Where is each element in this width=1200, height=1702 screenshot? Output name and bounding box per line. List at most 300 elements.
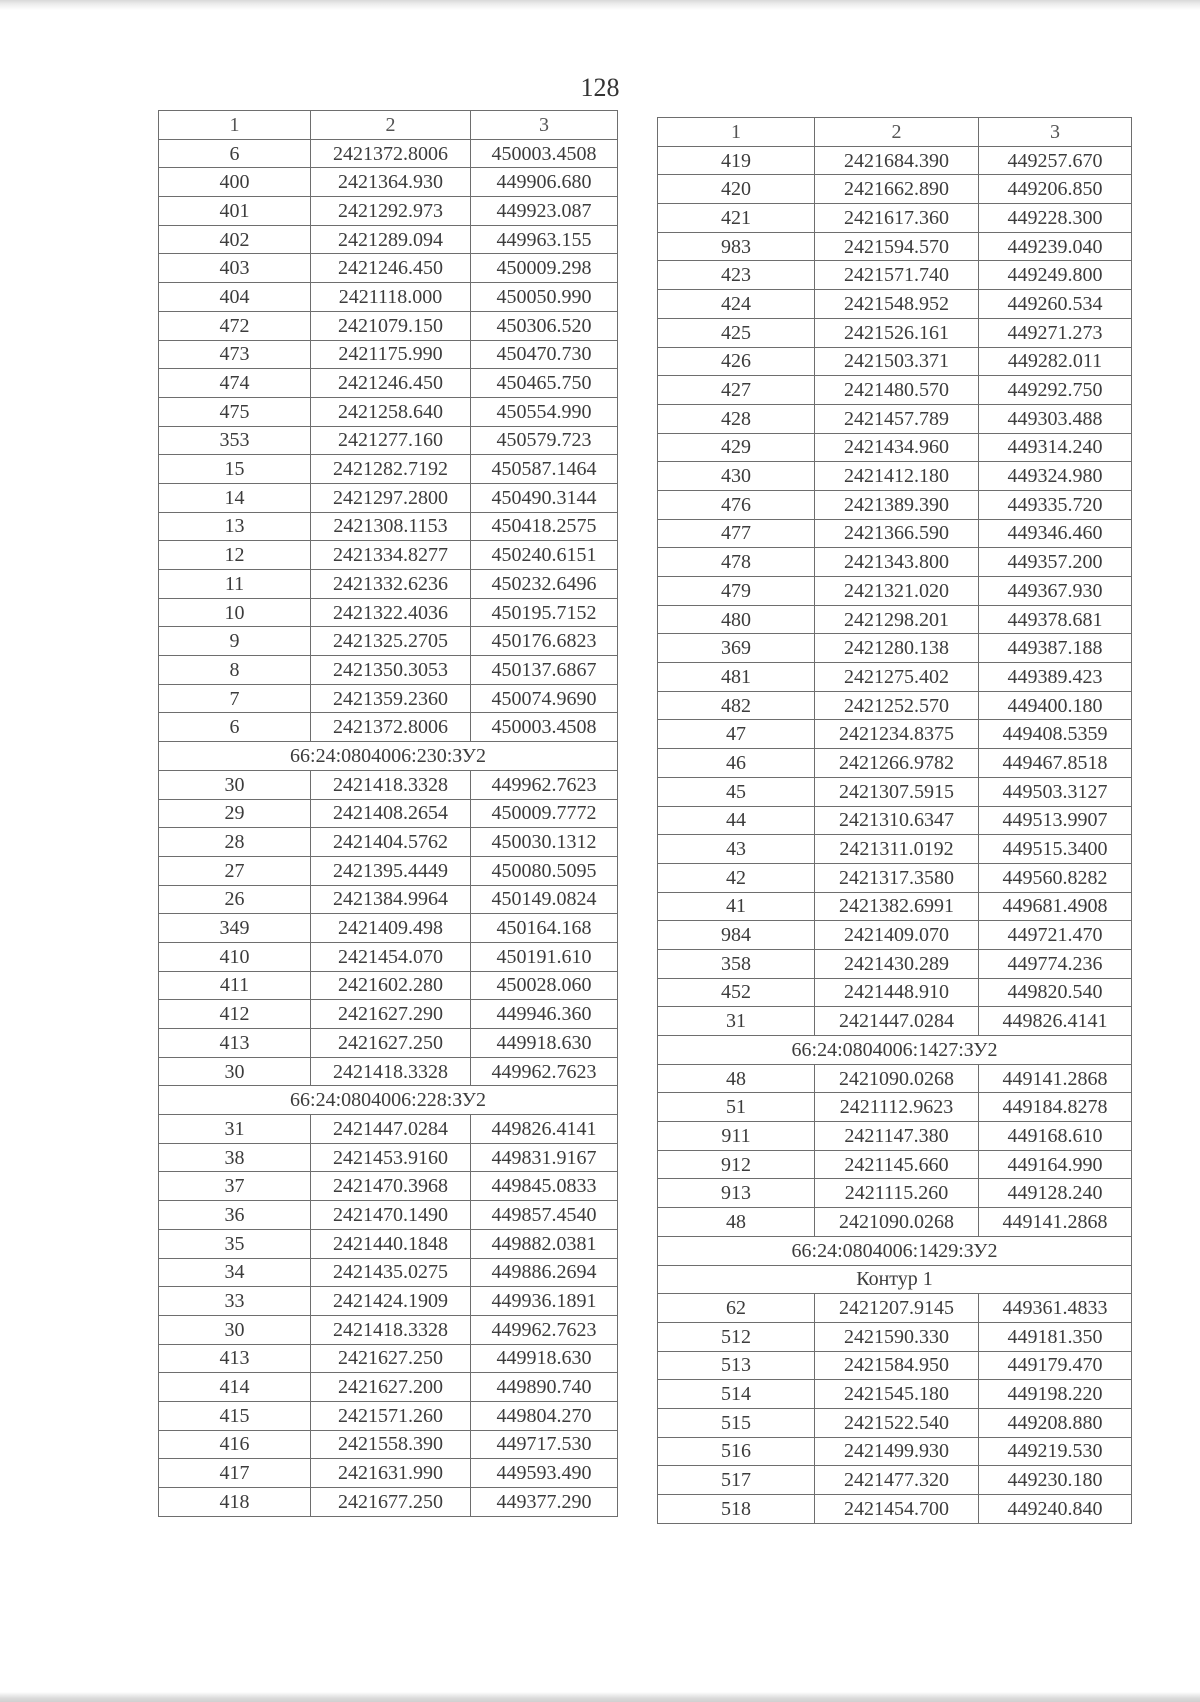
- x-coordinate-cell: 2421409.070: [815, 921, 979, 950]
- table-row: [159, 340, 618, 369]
- point-number-cell: 475: [159, 397, 311, 426]
- table-row: [658, 519, 1132, 548]
- point-number-cell: 413: [159, 1029, 311, 1058]
- table-header-row: [658, 118, 1132, 147]
- point-number-cell: 517: [658, 1466, 815, 1495]
- x-coordinate-cell: 2421409.498: [311, 914, 471, 943]
- x-coordinate-cell: 2421594.570: [815, 232, 979, 261]
- point-number-cell: 477: [658, 519, 815, 548]
- x-coordinate-cell: 2421321.020: [815, 577, 979, 606]
- point-number-cell: 482: [658, 691, 815, 720]
- column-header: 3: [471, 111, 618, 140]
- y-coordinate-cell: 449164.990: [979, 1150, 1132, 1179]
- x-coordinate-cell: 2421499.930: [815, 1437, 979, 1466]
- x-coordinate-cell: 2421280.138: [815, 634, 979, 663]
- point-number-cell: 400: [159, 168, 311, 197]
- x-coordinate-cell: 2421440.1848: [311, 1229, 471, 1258]
- point-number-cell: 34: [159, 1258, 311, 1287]
- x-coordinate-cell: 2421118.000: [311, 283, 471, 312]
- point-number-cell: 349: [159, 914, 311, 943]
- x-coordinate-cell: 2421298.201: [815, 605, 979, 634]
- section-title: 66:24:0804006:1429:ЗУ2: [658, 1236, 1132, 1265]
- y-coordinate-cell: 449128.240: [979, 1179, 1132, 1208]
- table-row: [658, 490, 1132, 519]
- section-row: [658, 1236, 1132, 1265]
- point-number-cell: 911: [658, 1122, 815, 1151]
- y-coordinate-cell: 450191.610: [471, 942, 618, 971]
- table-row: [159, 598, 618, 627]
- x-coordinate-cell: 2421418.3328: [311, 770, 471, 799]
- table-row: [658, 605, 1132, 634]
- x-coordinate-cell: 2421522.540: [815, 1408, 979, 1437]
- table-row: [658, 548, 1132, 577]
- y-coordinate-cell: 449593.490: [471, 1459, 618, 1488]
- y-coordinate-cell: 449513.9907: [979, 806, 1132, 835]
- table-row: [159, 168, 618, 197]
- x-coordinate-cell: 2421382.6991: [815, 892, 979, 921]
- table-row: [658, 232, 1132, 261]
- y-coordinate-cell: 450587.1464: [471, 455, 618, 484]
- table-row: [159, 856, 618, 885]
- table-row: [159, 1459, 618, 1488]
- point-number-cell: 27: [159, 856, 311, 885]
- x-coordinate-cell: 2421447.0284: [311, 1115, 471, 1144]
- point-number-cell: 6: [159, 139, 311, 168]
- section-title: 66:24:0804006:228:ЗУ2: [159, 1086, 618, 1115]
- section-row: [159, 742, 618, 771]
- x-coordinate-cell: 2421234.8375: [815, 720, 979, 749]
- y-coordinate-cell: 450003.4508: [471, 713, 618, 742]
- x-coordinate-cell: 2421457.789: [815, 404, 979, 433]
- y-coordinate-cell: 449831.9167: [471, 1143, 618, 1172]
- y-coordinate-cell: 449963.155: [471, 225, 618, 254]
- y-coordinate-cell: 449377.290: [471, 1488, 618, 1517]
- table-row: [159, 541, 618, 570]
- table-row: [159, 627, 618, 656]
- y-coordinate-cell: 450030.1312: [471, 828, 618, 857]
- point-number-cell: 28: [159, 828, 311, 857]
- table-row: [658, 376, 1132, 405]
- y-coordinate-cell: 449408.5359: [979, 720, 1132, 749]
- table-row: [159, 656, 618, 685]
- table-row: [658, 863, 1132, 892]
- point-number-cell: 8: [159, 656, 311, 685]
- y-coordinate-cell: 449219.530: [979, 1437, 1132, 1466]
- table-row: [658, 433, 1132, 462]
- point-number-cell: 421: [658, 204, 815, 233]
- x-coordinate-cell: 2421477.320: [815, 1466, 979, 1495]
- point-number-cell: 44: [658, 806, 815, 835]
- x-coordinate-cell: 2421317.3580: [815, 863, 979, 892]
- x-coordinate-cell: 2421364.930: [311, 168, 471, 197]
- x-coordinate-cell: 2421359.2360: [311, 684, 471, 713]
- x-coordinate-cell: 2421503.371: [815, 347, 979, 376]
- x-coordinate-cell: 2421325.2705: [311, 627, 471, 656]
- y-coordinate-cell: 449560.8282: [979, 863, 1132, 892]
- y-coordinate-cell: 449962.7623: [471, 1315, 618, 1344]
- column-header: 3: [979, 118, 1132, 147]
- x-coordinate-cell: 2421662.890: [815, 175, 979, 204]
- x-coordinate-cell: 2421277.160: [311, 426, 471, 455]
- y-coordinate-cell: 449367.930: [979, 577, 1132, 606]
- point-number-cell: 424: [658, 290, 815, 319]
- x-coordinate-cell: 2421412.180: [815, 462, 979, 491]
- point-number-cell: 51: [658, 1093, 815, 1122]
- y-coordinate-cell: 449721.470: [979, 921, 1132, 950]
- y-coordinate-cell: 450240.6151: [471, 541, 618, 570]
- y-coordinate-cell: 450490.3144: [471, 483, 618, 512]
- coordinates-table-left: [158, 110, 618, 1517]
- y-coordinate-cell: 449845.0833: [471, 1172, 618, 1201]
- point-number-cell: 37: [159, 1172, 311, 1201]
- table-row: [658, 806, 1132, 835]
- point-number-cell: 516: [658, 1437, 815, 1466]
- point-number-cell: 38: [159, 1143, 311, 1172]
- point-number-cell: 15: [159, 455, 311, 484]
- x-coordinate-cell: 2421453.9160: [311, 1143, 471, 1172]
- column-header: 1: [159, 111, 311, 140]
- x-coordinate-cell: 2421334.8277: [311, 541, 471, 570]
- x-coordinate-cell: 2421252.570: [815, 691, 979, 720]
- point-number-cell: 31: [658, 1007, 815, 1036]
- point-number-cell: 479: [658, 577, 815, 606]
- point-number-cell: 512: [658, 1322, 815, 1351]
- x-coordinate-cell: 2421372.8006: [311, 139, 471, 168]
- point-number-cell: 12: [159, 541, 311, 570]
- x-coordinate-cell: 2421275.402: [815, 663, 979, 692]
- x-coordinate-cell: 2421545.180: [815, 1380, 979, 1409]
- point-number-cell: 403: [159, 254, 311, 283]
- point-number-cell: 33: [159, 1287, 311, 1316]
- x-coordinate-cell: 2421175.990: [311, 340, 471, 369]
- y-coordinate-cell: 450164.168: [471, 914, 618, 943]
- table-row: [658, 892, 1132, 921]
- point-number-cell: 401: [159, 197, 311, 226]
- point-number-cell: 426: [658, 347, 815, 376]
- x-coordinate-cell: 2421350.3053: [311, 656, 471, 685]
- point-number-cell: 48: [658, 1208, 815, 1237]
- table-row: [159, 885, 618, 914]
- section-title: Контур 1: [658, 1265, 1132, 1294]
- x-coordinate-cell: 2421090.0268: [815, 1064, 979, 1093]
- x-coordinate-cell: 2421266.9782: [815, 749, 979, 778]
- x-coordinate-cell: 2421090.0268: [815, 1208, 979, 1237]
- y-coordinate-cell: 449257.670: [979, 146, 1132, 175]
- table-row: [658, 577, 1132, 606]
- point-number-cell: 9: [159, 627, 311, 656]
- table-row: [159, 483, 618, 512]
- scan-edge-bottom: [0, 1692, 1200, 1702]
- y-coordinate-cell: 450149.0824: [471, 885, 618, 914]
- x-coordinate-cell: 2421079.150: [311, 311, 471, 340]
- y-coordinate-cell: 450080.5095: [471, 856, 618, 885]
- y-coordinate-cell: 449387.188: [979, 634, 1132, 663]
- y-coordinate-cell: 449400.180: [979, 691, 1132, 720]
- point-number-cell: 358: [658, 949, 815, 978]
- table-row: [159, 139, 618, 168]
- y-coordinate-cell: 449271.273: [979, 318, 1132, 347]
- x-coordinate-cell: 2421470.1490: [311, 1201, 471, 1230]
- table-row: [658, 1437, 1132, 1466]
- x-coordinate-cell: 2421526.161: [815, 318, 979, 347]
- point-number-cell: 26: [159, 885, 311, 914]
- y-coordinate-cell: 449717.530: [471, 1430, 618, 1459]
- x-coordinate-cell: 2421470.3968: [311, 1172, 471, 1201]
- x-coordinate-cell: 2421677.250: [311, 1488, 471, 1517]
- y-coordinate-cell: 449962.7623: [471, 770, 618, 799]
- point-number-cell: 31: [159, 1115, 311, 1144]
- table-row: [658, 1408, 1132, 1437]
- point-number-cell: 515: [658, 1408, 815, 1437]
- y-coordinate-cell: 449260.534: [979, 290, 1132, 319]
- point-number-cell: 47: [658, 720, 815, 749]
- table-row: [658, 978, 1132, 1007]
- point-number-cell: 419: [658, 146, 815, 175]
- table-row: [159, 1029, 618, 1058]
- table-row: [159, 1373, 618, 1402]
- x-coordinate-cell: 2421308.1153: [311, 512, 471, 541]
- point-number-cell: 425: [658, 318, 815, 347]
- table-row: [159, 770, 618, 799]
- table-row: [159, 1115, 618, 1144]
- table-row: [658, 1179, 1132, 1208]
- point-number-cell: 478: [658, 548, 815, 577]
- x-coordinate-cell: 2421448.910: [815, 978, 979, 1007]
- table-row: [658, 175, 1132, 204]
- x-coordinate-cell: 2421571.740: [815, 261, 979, 290]
- column-header: 2: [815, 118, 979, 147]
- section-title: 66:24:0804006:230:ЗУ2: [159, 742, 618, 771]
- y-coordinate-cell: 449378.681: [979, 605, 1132, 634]
- y-coordinate-cell: 450579.723: [471, 426, 618, 455]
- point-number-cell: 912: [658, 1150, 815, 1179]
- x-coordinate-cell: 2421332.6236: [311, 570, 471, 599]
- x-coordinate-cell: 2421602.280: [311, 971, 471, 1000]
- x-coordinate-cell: 2421558.390: [311, 1430, 471, 1459]
- x-coordinate-cell: 2421311.0192: [815, 835, 979, 864]
- y-coordinate-cell: 450009.7772: [471, 799, 618, 828]
- table-header-row: [159, 111, 618, 140]
- point-number-cell: 514: [658, 1380, 815, 1409]
- point-number-cell: 43: [658, 835, 815, 864]
- point-number-cell: 480: [658, 605, 815, 634]
- y-coordinate-cell: 449179.470: [979, 1351, 1132, 1380]
- point-number-cell: 410: [159, 942, 311, 971]
- x-coordinate-cell: 2421366.590: [815, 519, 979, 548]
- x-coordinate-cell: 2421434.960: [815, 433, 979, 462]
- y-coordinate-cell: 449882.0381: [471, 1229, 618, 1258]
- y-coordinate-cell: 450176.6823: [471, 627, 618, 656]
- point-number-cell: 415: [159, 1401, 311, 1430]
- table-row: [658, 204, 1132, 233]
- y-coordinate-cell: 449324.980: [979, 462, 1132, 491]
- x-coordinate-cell: 2421258.640: [311, 397, 471, 426]
- x-coordinate-cell: 2421454.070: [311, 942, 471, 971]
- y-coordinate-cell: 449314.240: [979, 433, 1132, 462]
- point-number-cell: 429: [658, 433, 815, 462]
- y-coordinate-cell: 449681.4908: [979, 892, 1132, 921]
- y-coordinate-cell: 449857.4540: [471, 1201, 618, 1230]
- point-number-cell: 913: [658, 1179, 815, 1208]
- x-coordinate-cell: 2421207.9145: [815, 1294, 979, 1323]
- y-coordinate-cell: 449923.087: [471, 197, 618, 226]
- y-coordinate-cell: 449249.800: [979, 261, 1132, 290]
- coordinates-table-right: [657, 117, 1132, 1524]
- point-number-cell: 413: [159, 1344, 311, 1373]
- table-row: [658, 663, 1132, 692]
- y-coordinate-cell: 449292.750: [979, 376, 1132, 405]
- y-coordinate-cell: 449946.360: [471, 1000, 618, 1029]
- point-number-cell: 428: [658, 404, 815, 433]
- x-coordinate-cell: 2421430.289: [815, 949, 979, 978]
- table-row: [159, 1430, 618, 1459]
- y-coordinate-cell: 449303.488: [979, 404, 1132, 433]
- y-coordinate-cell: 449141.2868: [979, 1064, 1132, 1093]
- x-coordinate-cell: 2421590.330: [815, 1322, 979, 1351]
- section-row: [658, 1036, 1132, 1065]
- y-coordinate-cell: 450137.6867: [471, 656, 618, 685]
- y-coordinate-cell: 449918.630: [471, 1029, 618, 1058]
- point-number-cell: 411: [159, 971, 311, 1000]
- table-row: [159, 799, 618, 828]
- y-coordinate-cell: 450003.4508: [471, 139, 618, 168]
- table-row: [658, 921, 1132, 950]
- point-number-cell: 13: [159, 512, 311, 541]
- table-row: [159, 1315, 618, 1344]
- table-row: [658, 835, 1132, 864]
- table-row: [658, 1208, 1132, 1237]
- x-coordinate-cell: 2421384.9964: [311, 885, 471, 914]
- point-number-cell: 418: [159, 1488, 311, 1517]
- table-row: [159, 942, 618, 971]
- table-row: [658, 261, 1132, 290]
- point-number-cell: 42: [658, 863, 815, 892]
- point-number-cell: 404: [159, 283, 311, 312]
- y-coordinate-cell: 449282.011: [979, 347, 1132, 376]
- table-row: [159, 914, 618, 943]
- x-coordinate-cell: 2421289.094: [311, 225, 471, 254]
- y-coordinate-cell: 449467.8518: [979, 749, 1132, 778]
- table-row: [159, 397, 618, 426]
- page-number: 128: [580, 73, 620, 102]
- table-row: [658, 691, 1132, 720]
- point-number-cell: 984: [658, 921, 815, 950]
- y-coordinate-cell: 449335.720: [979, 490, 1132, 519]
- y-coordinate-cell: 449774.236: [979, 949, 1132, 978]
- x-coordinate-cell: 2421418.3328: [311, 1057, 471, 1086]
- x-coordinate-cell: 2421480.570: [815, 376, 979, 405]
- x-coordinate-cell: 2421408.2654: [311, 799, 471, 828]
- x-coordinate-cell: 2421627.290: [311, 1000, 471, 1029]
- section-title: 66:24:0804006:1427:ЗУ2: [658, 1036, 1132, 1065]
- y-coordinate-cell: 450418.2575: [471, 512, 618, 541]
- point-number-cell: 402: [159, 225, 311, 254]
- y-coordinate-cell: 449389.423: [979, 663, 1132, 692]
- table-row: [658, 290, 1132, 319]
- point-number-cell: 417: [159, 1459, 311, 1488]
- table-row: [159, 1344, 618, 1373]
- table-row: [658, 1322, 1132, 1351]
- y-coordinate-cell: 450470.730: [471, 340, 618, 369]
- y-coordinate-cell: 449181.350: [979, 1322, 1132, 1351]
- x-coordinate-cell: 2421282.7192: [311, 455, 471, 484]
- table-row: [159, 1143, 618, 1172]
- y-coordinate-cell: 450306.520: [471, 311, 618, 340]
- table-row: [159, 971, 618, 1000]
- point-number-cell: 30: [159, 1315, 311, 1344]
- table-row: [658, 749, 1132, 778]
- point-number-cell: 10: [159, 598, 311, 627]
- x-coordinate-cell: 2421435.0275: [311, 1258, 471, 1287]
- table-row: [159, 512, 618, 541]
- point-number-cell: 29: [159, 799, 311, 828]
- x-coordinate-cell: 2421292.973: [311, 197, 471, 226]
- table-row: [658, 462, 1132, 491]
- point-number-cell: 473: [159, 340, 311, 369]
- y-coordinate-cell: 449515.3400: [979, 835, 1132, 864]
- y-coordinate-cell: 450074.9690: [471, 684, 618, 713]
- table-row: [159, 426, 618, 455]
- column-header: 2: [311, 111, 471, 140]
- table-row: [159, 369, 618, 398]
- table-row: [159, 1201, 618, 1230]
- x-coordinate-cell: 2421246.450: [311, 254, 471, 283]
- point-number-cell: 353: [159, 426, 311, 455]
- point-number-cell: 7: [159, 684, 311, 713]
- y-coordinate-cell: 449503.3127: [979, 777, 1132, 806]
- scan-edge-top: [0, 0, 1200, 10]
- x-coordinate-cell: 2421404.5762: [311, 828, 471, 857]
- point-number-cell: 30: [159, 770, 311, 799]
- y-coordinate-cell: 450232.6496: [471, 570, 618, 599]
- table-row: [658, 318, 1132, 347]
- table-row: [159, 1172, 618, 1201]
- x-coordinate-cell: 2421571.260: [311, 1401, 471, 1430]
- x-coordinate-cell: 2421395.4449: [311, 856, 471, 885]
- point-number-cell: 48: [658, 1064, 815, 1093]
- y-coordinate-cell: 449826.4141: [471, 1115, 618, 1144]
- point-number-cell: 513: [658, 1351, 815, 1380]
- point-number-cell: 369: [658, 634, 815, 663]
- section-row: [159, 1086, 618, 1115]
- x-coordinate-cell: 2421307.5915: [815, 777, 979, 806]
- table-row: [159, 283, 618, 312]
- y-coordinate-cell: 449184.8278: [979, 1093, 1132, 1122]
- point-number-cell: 45: [658, 777, 815, 806]
- table-row: [159, 1258, 618, 1287]
- point-number-cell: 11: [159, 570, 311, 599]
- point-number-cell: 46: [658, 749, 815, 778]
- point-number-cell: 472: [159, 311, 311, 340]
- x-coordinate-cell: 2421297.2800: [311, 483, 471, 512]
- table-row: [159, 1057, 618, 1086]
- point-number-cell: 412: [159, 1000, 311, 1029]
- table-row: [658, 1007, 1132, 1036]
- table-row: [159, 225, 618, 254]
- x-coordinate-cell: 2421147.380: [815, 1122, 979, 1151]
- y-coordinate-cell: 449357.200: [979, 548, 1132, 577]
- point-number-cell: 14: [159, 483, 311, 512]
- point-number-cell: 35: [159, 1229, 311, 1258]
- table-row: [159, 684, 618, 713]
- x-coordinate-cell: 2421246.450: [311, 369, 471, 398]
- table-row: [658, 1380, 1132, 1409]
- table-row: [159, 455, 618, 484]
- point-number-cell: 481: [658, 663, 815, 692]
- y-coordinate-cell: 449906.680: [471, 168, 618, 197]
- table-row: [658, 1466, 1132, 1495]
- y-coordinate-cell: 449206.850: [979, 175, 1132, 204]
